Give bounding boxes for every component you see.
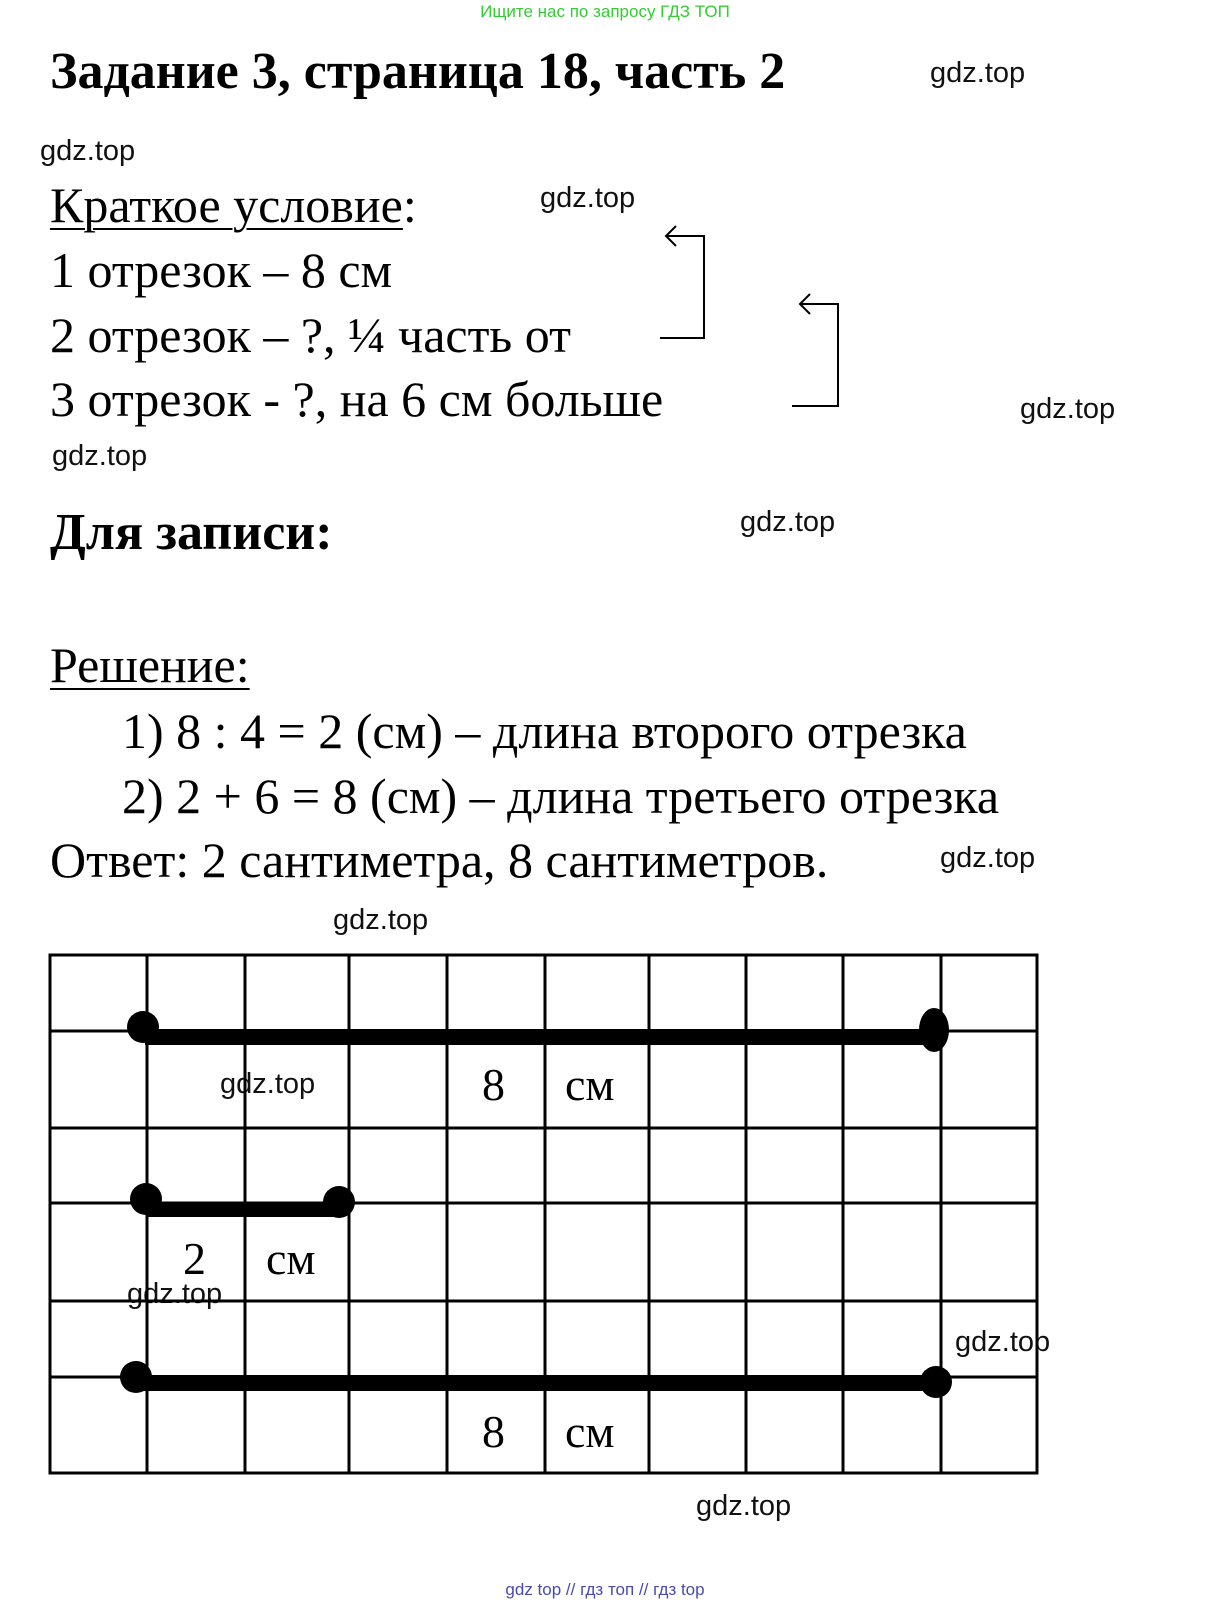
watermark: gdz.top: [955, 1326, 1051, 1358]
arrow-head-icon: [800, 294, 810, 314]
record-heading: Для записи:: [50, 504, 333, 561]
segment-2-end-point: [323, 1186, 355, 1218]
arrow-third-to-second: [792, 304, 838, 406]
segment-1-end-point: [919, 1008, 949, 1052]
segment-2: [130, 1183, 355, 1218]
condition-heading-line: [50, 177, 417, 233]
solution-heading: Решение:: [50, 637, 250, 693]
arrow-head-icon: [666, 226, 676, 246]
watermark: gdz.top: [930, 57, 1026, 89]
watermark: gdz.top: [333, 904, 429, 936]
footer-links: gdz top // гдз топ // гдз top: [505, 1580, 705, 1599]
watermark: gdz.top: [127, 1278, 223, 1310]
arrow-second-to-first: [660, 236, 704, 338]
condition-line-2: 2 отрезок – ?, ¼ часть от: [50, 307, 571, 363]
solution-step-2: 2) 2 + 6 = 8 (см) – длина третьего отрезка: [122, 768, 1000, 824]
segment-3-start-point: [120, 1361, 152, 1393]
segment-3-length: 8: [482, 1406, 505, 1457]
watermark: gdz.top: [40, 135, 136, 167]
condition-heading-colon: :: [402, 177, 417, 233]
segment-1-unit: см: [565, 1059, 615, 1110]
watermark: gdz.top: [220, 1068, 316, 1100]
watermark: gdz.top: [940, 842, 1036, 874]
segment-2-unit: см: [266, 1233, 316, 1284]
watermark: gdz.top: [52, 440, 148, 472]
condition-line-1: 1 отрезок – 8 см: [50, 242, 393, 298]
segment-3-end-point: [920, 1366, 952, 1398]
watermark: gdz.top: [540, 182, 636, 214]
condition-line-3: 3 отрезок - ?, на 6 см больше: [50, 371, 664, 427]
watermark: gdz.top: [1020, 393, 1116, 425]
segment-1-start-point: [127, 1011, 159, 1043]
segment-1-length: 8: [482, 1059, 505, 1110]
condition-heading: Краткое условие: [50, 177, 403, 233]
segment-2-length: 2: [183, 1233, 206, 1284]
watermark: gdz.top: [740, 506, 836, 538]
solution-step-1: 1) 8 : 4 = 2 (см) – длина второго отрезка: [122, 703, 967, 759]
solution-answer: Ответ: 2 сантиметра, 8 сантиметров.: [50, 832, 829, 888]
grid: [50, 955, 1037, 1473]
segment-3: [120, 1361, 952, 1398]
segment-2-start-point: [130, 1183, 162, 1215]
top-banner: Ищите нас по запросу ГДЗ ТОП: [480, 2, 730, 21]
watermark: gdz.top: [696, 1490, 792, 1522]
segment-1: [127, 1008, 949, 1052]
page-title: Задание 3, страница 18, часть 2: [50, 43, 786, 100]
segment-3-unit: см: [565, 1406, 615, 1457]
